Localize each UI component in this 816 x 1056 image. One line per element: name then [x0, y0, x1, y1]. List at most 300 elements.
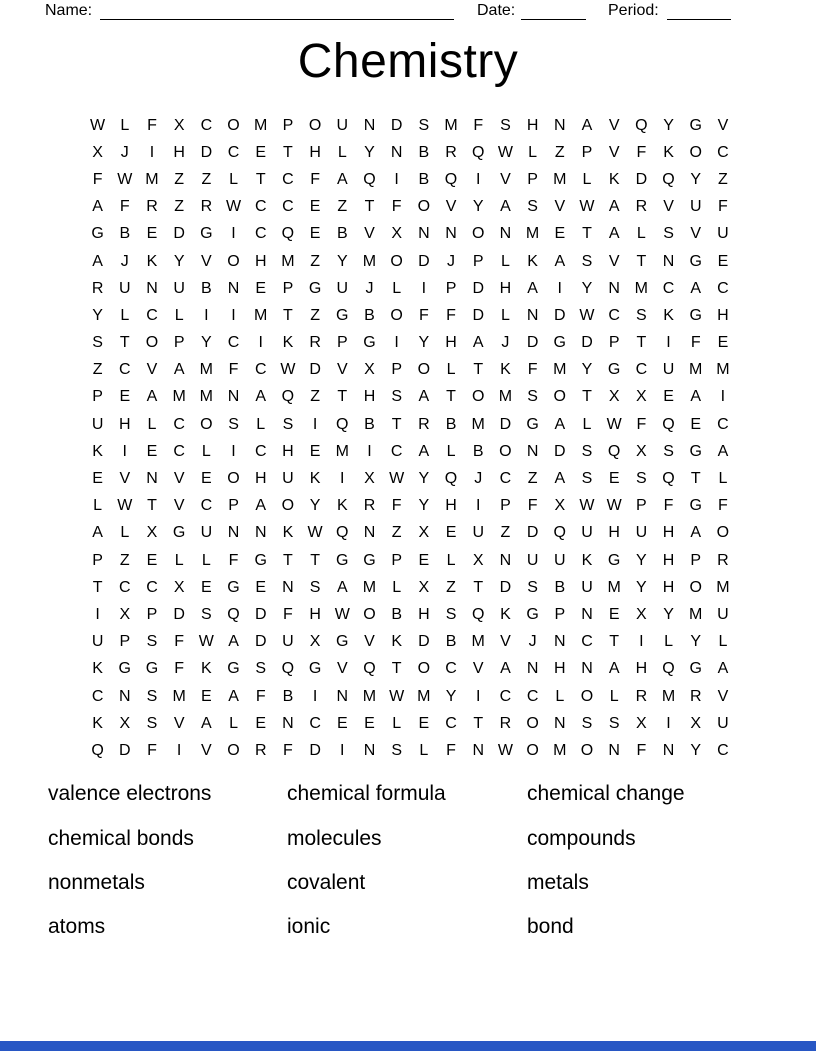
- grid-letter: W: [117, 497, 133, 515]
- grid-letter: R: [146, 198, 158, 216]
- grid-letter: L: [500, 252, 510, 270]
- grid-letter: X: [636, 442, 647, 460]
- grid-letter: T: [147, 497, 157, 515]
- grid-letter: I: [394, 170, 399, 188]
- grid-letter: G: [526, 605, 539, 623]
- grid-letter: J: [474, 470, 483, 488]
- grid-letter: O: [471, 388, 485, 406]
- grid-letter: A: [500, 660, 511, 678]
- grid-letter: F: [391, 497, 402, 515]
- grid-letter: Y: [472, 198, 484, 216]
- grid-letter: D: [173, 225, 185, 243]
- grid-letter: L: [174, 551, 184, 569]
- worksheet-header: [0, 0, 816, 30]
- grid-letter: Z: [554, 143, 565, 161]
- grid-letter: N: [336, 687, 349, 705]
- grid-letter: T: [690, 470, 701, 488]
- grid-letter: X: [364, 361, 375, 379]
- grid-letter: I: [666, 334, 671, 352]
- grid-letter: G: [308, 660, 322, 678]
- grid-letter: I: [666, 714, 671, 732]
- grid-letter: A: [255, 497, 267, 515]
- grid-letter: V: [173, 714, 185, 732]
- grid-letter: P: [92, 551, 103, 569]
- grid-letter: Z: [174, 170, 185, 188]
- grid-letter: R: [418, 415, 430, 433]
- grid-letter: P: [173, 334, 185, 352]
- grid-letter: N: [227, 524, 240, 542]
- grid-letter: W: [307, 524, 323, 542]
- name-label: Name:: [45, 2, 93, 19]
- word-item: chemical change: [527, 782, 685, 806]
- grid-letter: Z: [446, 578, 456, 596]
- grid-letter: G: [607, 361, 621, 379]
- grid-letter: O: [227, 116, 240, 134]
- grid-letter: T: [473, 714, 484, 732]
- grid-letter: H: [526, 116, 539, 134]
- grid-letter: U: [336, 279, 349, 297]
- grid-letter: Y: [309, 497, 321, 515]
- grid-letter: K: [146, 252, 158, 270]
- grid-letter: S: [500, 116, 511, 134]
- grid-letter: W: [334, 605, 350, 623]
- grid-letter: C: [146, 578, 158, 596]
- grid-letter: K: [608, 170, 620, 188]
- word-item: metals: [527, 870, 589, 894]
- grid-letter: W: [606, 497, 622, 515]
- grid-letter: G: [689, 497, 702, 515]
- grid-letter: E: [717, 252, 729, 270]
- grid-letter: C: [717, 415, 729, 433]
- grid-letter: R: [200, 198, 213, 216]
- grid-letter: A: [336, 170, 348, 188]
- grid-letter: D: [390, 116, 403, 134]
- grid-letter: K: [92, 442, 103, 460]
- grid-letter: P: [336, 334, 348, 352]
- grid-letter: E: [146, 225, 158, 243]
- grid-letter: L: [419, 741, 429, 759]
- grid-letter: L: [174, 306, 184, 324]
- grid-letter: C: [200, 116, 213, 134]
- grid-letter: Y: [663, 605, 674, 623]
- grid-letter: E: [418, 551, 430, 569]
- grid-letter: V: [554, 198, 566, 216]
- grid-letter: S: [201, 605, 212, 623]
- grid-letter: T: [473, 361, 484, 379]
- grid-letter: Y: [636, 578, 647, 596]
- grid-letter: C: [390, 442, 403, 460]
- grid-letter: H: [662, 578, 675, 596]
- grid-letter: E: [201, 578, 212, 596]
- grid-letter: L: [528, 143, 538, 161]
- grid-letter: F: [663, 497, 674, 515]
- grid-letter: G: [145, 660, 159, 678]
- grid-letter: I: [475, 497, 481, 515]
- grid-letter: C: [119, 361, 131, 379]
- grid-letter: M: [444, 116, 458, 134]
- grid-letter: X: [554, 497, 566, 515]
- grid-letter: T: [92, 578, 103, 596]
- grid-letter: F: [310, 170, 320, 188]
- grid-letter: V: [500, 170, 511, 188]
- grid-letter: O: [390, 252, 403, 270]
- grid-letter: U: [635, 524, 648, 542]
- grid-letter: G: [363, 334, 376, 352]
- grid-letter: N: [662, 252, 675, 270]
- grid-letter: E: [92, 470, 103, 488]
- grid-letter: Q: [662, 660, 675, 678]
- grid-letter: C: [499, 470, 512, 488]
- grid-letter: U: [689, 198, 702, 216]
- grid-letter: Y: [92, 306, 103, 324]
- grid-letter: G: [308, 279, 322, 297]
- grid-letter: V: [119, 470, 131, 488]
- grid-letter: O: [716, 524, 730, 542]
- grid-letter: S: [146, 633, 158, 651]
- grid-letter: A: [336, 578, 348, 596]
- grid-letter: U: [717, 605, 729, 623]
- grid-letter: Q: [444, 470, 458, 488]
- grid-letter: W: [389, 470, 405, 488]
- grid-letter: E: [690, 415, 702, 433]
- grid-letter: V: [336, 660, 348, 678]
- grid-letter: T: [364, 198, 375, 216]
- grid-letter: Z: [527, 470, 538, 488]
- grid-letter: M: [254, 116, 268, 134]
- grid-letter: B: [282, 687, 294, 705]
- grid-letter: P: [445, 279, 457, 297]
- grid-letter: M: [335, 442, 349, 460]
- grid-letter: X: [92, 143, 103, 161]
- grid-letter: Y: [418, 470, 430, 488]
- grid-letter: I: [95, 605, 100, 623]
- grid-letter: D: [526, 524, 539, 542]
- grid-letter: P: [391, 551, 402, 569]
- grid-letter: I: [231, 225, 236, 243]
- grid-letter: M: [199, 361, 213, 379]
- grid-letter: N: [499, 225, 512, 243]
- grid-letter: Z: [337, 198, 348, 216]
- grid-letter: S: [146, 714, 158, 732]
- grid-letter: G: [227, 660, 240, 678]
- grid-letter: G: [689, 660, 702, 678]
- grid-letter: H: [418, 605, 430, 623]
- grid-letter: K: [336, 497, 348, 515]
- grid-letter: I: [475, 687, 481, 705]
- grid-letter: S: [663, 225, 674, 243]
- grid-letter: N: [282, 578, 294, 596]
- grid-letter: V: [336, 361, 348, 379]
- grid-letter: X: [636, 605, 647, 623]
- grid-letter: M: [281, 252, 295, 270]
- word-item: ionic: [287, 915, 331, 939]
- grid-letter: K: [201, 660, 212, 678]
- grid-letter: T: [582, 388, 592, 406]
- grid-letter: H: [554, 660, 566, 678]
- grid-letter: E: [364, 714, 375, 732]
- grid-letter: M: [254, 306, 268, 324]
- word-item: bond: [527, 915, 574, 939]
- grid-letter: C: [445, 660, 457, 678]
- grid-letter: N: [581, 660, 593, 678]
- grid-letter: S: [309, 578, 321, 596]
- grid-letter: S: [445, 605, 457, 623]
- grid-letter: T: [310, 551, 320, 569]
- grid-letter: Y: [690, 633, 702, 651]
- grid-letter: E: [663, 388, 674, 406]
- grid-letter: R: [635, 198, 648, 216]
- grid-letter: P: [391, 361, 402, 379]
- grid-letter: Y: [173, 252, 185, 270]
- grid-letter: C: [282, 170, 294, 188]
- grid-letter: C: [445, 714, 457, 732]
- grid-letter: Z: [500, 524, 511, 542]
- grid-letter: Z: [310, 388, 320, 406]
- grid-letter: M: [471, 633, 485, 651]
- grid-letter: K: [663, 306, 674, 324]
- grid-letter: A: [717, 442, 729, 460]
- grid-letter: A: [92, 524, 103, 542]
- grid-letter: G: [336, 306, 349, 324]
- grid-letter: K: [581, 551, 593, 569]
- grid-letter: L: [337, 143, 347, 161]
- grid-letter: X: [173, 116, 185, 134]
- grid-letter: S: [391, 388, 402, 406]
- word-list-column: [527, 772, 767, 950]
- grid-letter: X: [418, 524, 430, 542]
- grid-letter: N: [227, 388, 240, 406]
- grid-letter: M: [362, 687, 377, 705]
- grid-letter: A: [500, 198, 511, 216]
- grid-letter: V: [608, 116, 620, 134]
- grid-letter: F: [718, 198, 728, 216]
- grid-letter: D: [554, 306, 566, 324]
- grid-letter: V: [500, 633, 511, 651]
- grid-letter: A: [228, 633, 239, 651]
- grid-letter: E: [608, 605, 620, 623]
- footer-bar: [0, 1041, 816, 1051]
- grid-letter: A: [554, 252, 566, 270]
- grid-letter: O: [227, 252, 240, 270]
- grid-letter: I: [204, 306, 209, 324]
- grid-letter: Z: [201, 170, 212, 188]
- grid-letter: M: [553, 361, 567, 379]
- grid-letter: O: [227, 741, 240, 759]
- grid-letter: K: [500, 361, 511, 379]
- grid-letter: F: [690, 334, 701, 352]
- grid-letter: O: [281, 497, 295, 515]
- grid-letter: V: [146, 361, 158, 379]
- grid-letter: Q: [471, 143, 485, 161]
- grid-letter: T: [391, 415, 402, 433]
- grid-letter: N: [146, 470, 158, 488]
- grid-letter: U: [282, 470, 294, 488]
- grid-letter: X: [364, 470, 375, 488]
- grid-letter: M: [525, 225, 540, 243]
- grid-letter: L: [500, 306, 510, 324]
- grid-letter: W: [497, 143, 513, 161]
- grid-letter: X: [690, 714, 702, 732]
- grid-letter: A: [690, 388, 702, 406]
- grid-letter: F: [527, 497, 538, 515]
- grid-letter: V: [364, 225, 375, 243]
- grid-letter: Y: [663, 116, 674, 134]
- grid-letter: B: [201, 279, 212, 297]
- grid-letter: V: [717, 687, 729, 705]
- grid-letter: E: [608, 470, 620, 488]
- grid-letter: S: [581, 252, 593, 270]
- grid-letter: Q: [91, 741, 104, 759]
- grid-letter: A: [554, 415, 566, 433]
- grid-letter: N: [554, 633, 566, 651]
- grid-letter: R: [717, 551, 729, 569]
- grid-letter: M: [362, 578, 377, 596]
- grid-letter: D: [254, 633, 267, 651]
- word-list-column: [48, 772, 287, 950]
- grid-letter: C: [254, 442, 267, 460]
- grid-letter: G: [227, 578, 240, 596]
- grid-letter: L: [392, 578, 402, 596]
- grid-letter: M: [716, 361, 730, 379]
- grid-letter: U: [554, 551, 566, 569]
- grid-letter: U: [91, 415, 104, 433]
- grid-letter: E: [146, 551, 158, 569]
- grid-letter: S: [581, 714, 593, 732]
- grid-letter: B: [364, 415, 375, 433]
- grid-letter: G: [689, 116, 702, 134]
- grid-letter: Y: [636, 551, 647, 569]
- grid-letter: B: [472, 442, 484, 460]
- grid-letter: M: [634, 279, 648, 297]
- grid-letter: O: [471, 225, 485, 243]
- grid-letter: Y: [336, 252, 348, 270]
- word-item: valence electrons: [48, 782, 212, 806]
- grid-letter: Z: [718, 170, 728, 188]
- grid-letter: A: [690, 524, 702, 542]
- grid-letter: P: [119, 633, 131, 651]
- grid-letter: O: [689, 578, 702, 596]
- grid-letter: N: [554, 116, 566, 134]
- grid-letter: S: [636, 470, 647, 488]
- word-search-grid: [84, 112, 737, 765]
- grid-letter: U: [662, 361, 675, 379]
- grid-letter: T: [391, 660, 402, 678]
- grid-letter: B: [336, 225, 348, 243]
- grid-letter: T: [446, 388, 456, 406]
- grid-letter: O: [417, 198, 431, 216]
- grid-letter: P: [146, 605, 158, 623]
- grid-letter: E: [336, 714, 348, 732]
- grid-letter: X: [636, 714, 647, 732]
- grid-letter: D: [418, 633, 430, 651]
- grid-letter: X: [418, 578, 430, 596]
- grid-letter: A: [717, 660, 729, 678]
- grid-letter: D: [499, 578, 512, 596]
- grid-letter: C: [91, 687, 104, 705]
- grid-letter: N: [581, 605, 593, 623]
- grid-letter: A: [418, 442, 430, 460]
- grid-letter: I: [312, 415, 318, 433]
- grid-letter: G: [607, 551, 621, 569]
- grid-letter: W: [225, 198, 242, 216]
- grid-letter: K: [500, 605, 511, 623]
- grid-letter: M: [716, 578, 730, 596]
- grid-letter: S: [527, 388, 538, 406]
- grid-letter: S: [255, 660, 267, 678]
- grid-letter: O: [689, 143, 702, 161]
- grid-letter: P: [472, 252, 484, 270]
- grid-letter: D: [554, 442, 566, 460]
- grid-letter: N: [418, 225, 430, 243]
- grid-letter: W: [579, 198, 595, 216]
- grid-letter: N: [526, 442, 539, 460]
- grid-letter: G: [200, 225, 213, 243]
- grid-letter: D: [472, 306, 484, 324]
- grid-letter: W: [579, 497, 595, 515]
- grid-letter: O: [308, 116, 322, 134]
- grid-letter: O: [526, 714, 539, 732]
- grid-letter: Z: [310, 252, 320, 270]
- grid-letter: R: [309, 334, 321, 352]
- grid-letter: S: [636, 306, 647, 324]
- grid-letter: L: [582, 170, 592, 188]
- grid-letter: F: [147, 741, 157, 759]
- grid-letter: C: [526, 687, 539, 705]
- grid-letter: C: [309, 714, 321, 732]
- grid-letter: E: [255, 714, 267, 732]
- grid-letter: X: [636, 388, 647, 406]
- grid-letter: E: [445, 524, 457, 542]
- grid-letter: M: [498, 388, 513, 406]
- grid-letter: V: [663, 198, 674, 216]
- grid-letter: L: [718, 633, 728, 651]
- grid-letter: Q: [444, 170, 458, 188]
- grid-letter: W: [579, 306, 595, 324]
- grid-letter: X: [472, 551, 484, 569]
- grid-letter: K: [391, 633, 402, 651]
- grid-letter: N: [445, 225, 457, 243]
- grid-letter: U: [282, 633, 294, 651]
- grid-letter: G: [254, 551, 267, 569]
- grid-letter: A: [201, 714, 212, 732]
- grid-letter: Q: [662, 415, 675, 433]
- grid-letter: L: [609, 687, 619, 705]
- grid-letter: Q: [635, 116, 648, 134]
- grid-letter: L: [93, 497, 103, 515]
- grid-letter: C: [227, 334, 240, 352]
- grid-letter: Q: [363, 660, 376, 678]
- grid-letter: D: [581, 334, 593, 352]
- grid-letter: H: [662, 551, 675, 569]
- grid-letter: C: [254, 198, 267, 216]
- grid-letter: R: [499, 714, 512, 732]
- grid-letter: G: [336, 551, 349, 569]
- grid-letter: A: [92, 198, 103, 216]
- grid-letter: Q: [662, 470, 675, 488]
- grid-letter: Z: [119, 551, 130, 569]
- grid-letter: H: [445, 334, 457, 352]
- grid-letter: E: [255, 279, 267, 297]
- grid-letter: T: [609, 633, 620, 651]
- grid-letter: K: [527, 252, 538, 270]
- grid-letter: I: [258, 334, 263, 352]
- grid-letter: P: [92, 388, 103, 406]
- word-item: compounds: [527, 826, 636, 850]
- grid-letter: M: [362, 252, 377, 270]
- grid-letter: Q: [336, 415, 349, 433]
- grid-letter: A: [472, 334, 484, 352]
- grid-letter: C: [635, 361, 648, 379]
